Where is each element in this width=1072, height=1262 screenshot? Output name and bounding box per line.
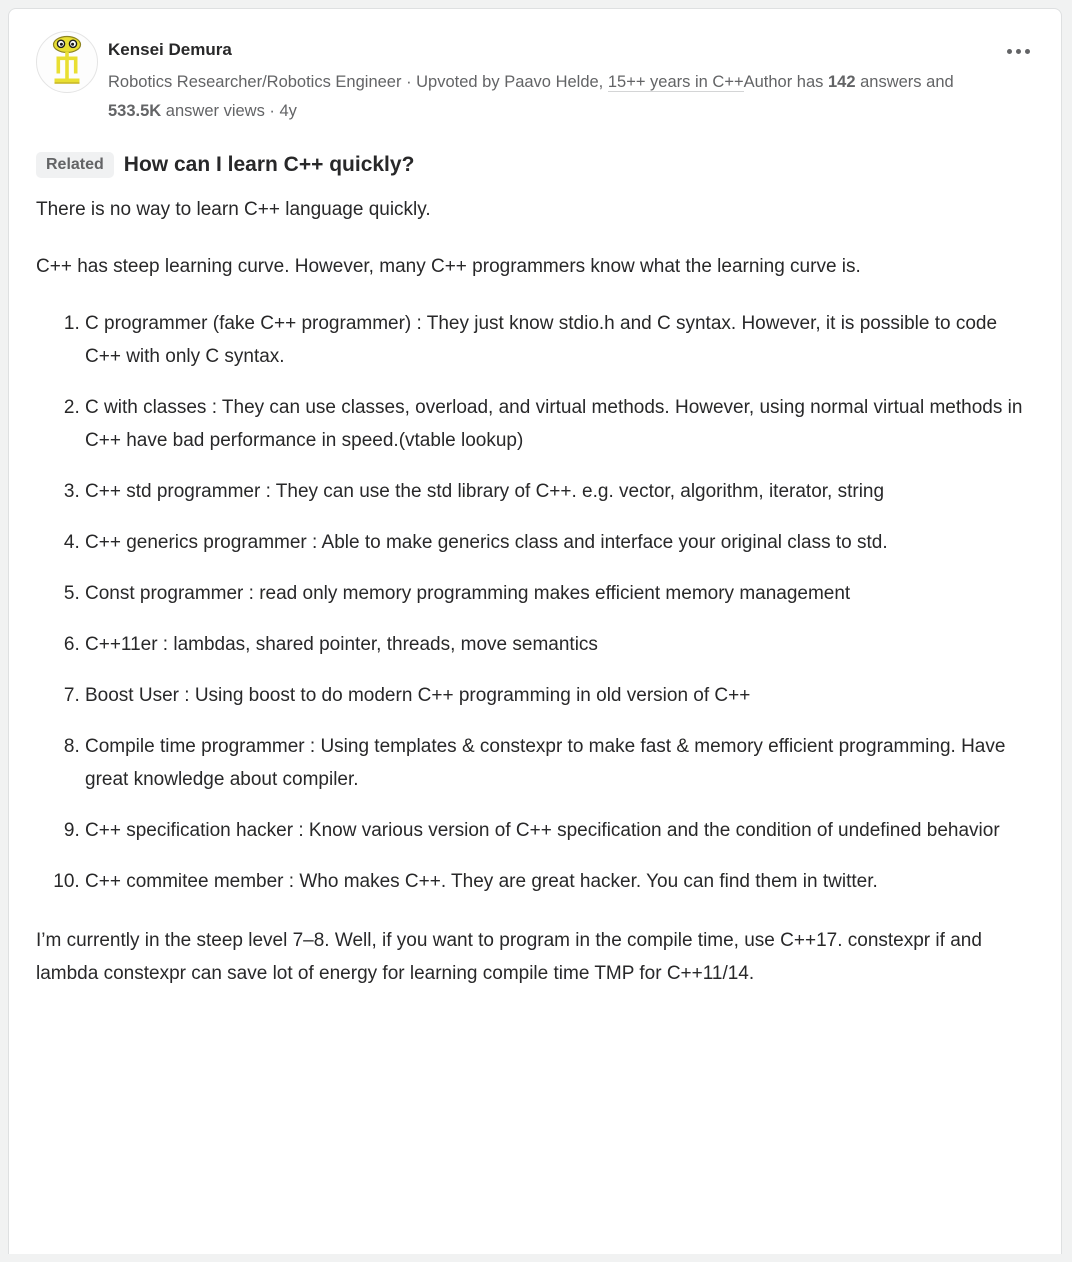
author-stats-mid: answers and (855, 73, 954, 91)
list-item: 1. C programmer (fake C++ programmer) : They just know stdio.h and C syntax. However, it is possible to code C++ with only C syntax. (85, 307, 1034, 373)
answer-paragraph-closing: I’m currently in the steep level 7–8. Well, if you want to program in the compile time, use C++17. constexpr if and lambda constexpr can save lot of energy for learning compile time TMP for C++11/14. (36, 930, 982, 984)
list-item: 6. C++11er : lambdas, shared pointer, threads, move semantics (85, 628, 1034, 661)
list-item: 10. C++ commitee member : Who makes C++. They are great hacker. You can find them in twitter. (85, 865, 1034, 898)
list-item: 7. Boost User : Using boost to do modern C++ programming in old version of C++ (85, 679, 1034, 712)
robot-avatar-icon (37, 32, 97, 92)
answer-paragraph: There is no way to learn C++ language quickly. (36, 199, 431, 220)
answer-paragraph: C++ has steep learning curve. However, many C++ programmers know what the learning curve is. (36, 256, 861, 277)
answer-body (36, 193, 1034, 990)
author-info (108, 31, 1000, 126)
three-dots-icon (1007, 49, 1030, 54)
list-item: 4. C++ generics programmer : Able to make generics class and interface your original class to std. (85, 526, 1034, 559)
author-credentials (108, 68, 1000, 126)
list-item: 9. C++ specification hacker : Know various version of C++ specification and the condition of undefined behavior (85, 814, 1034, 847)
credential-text: Robotics Researcher/Robotics Engineer · Upvoted by Paavo Helde, (108, 73, 608, 91)
list-item: 8. Compile time programmer : Using templates & constexpr to make fast & memory efficient programming. Have great knowledge about compiler. (85, 730, 1034, 796)
list-item: 2. C with classes : They can use classes, overload, and virtual methods. However, using normal virtual methods in C++ have bad performance in speed.(vtable lookup) (85, 391, 1034, 457)
programmer-levels-list (36, 307, 1034, 898)
answer-header (36, 31, 1034, 126)
list-item: 3. C++ std programmer : They can use the std library of C++. e.g. vector, algorithm, iterator, string (85, 475, 1034, 508)
related-question-row (36, 152, 1034, 178)
avatar[interactable] (36, 31, 98, 93)
views-count: 533.5K (108, 102, 162, 120)
answers-count: 142 (828, 73, 856, 91)
author-stats-prefix: Author has (743, 73, 828, 91)
answer-card (8, 8, 1062, 1254)
related-badge: Related (36, 152, 114, 178)
more-options-button[interactable] (1003, 39, 1034, 64)
upvoter-credential-link[interactable]: 15++ years in C++ (607, 73, 744, 91)
author-stats-suffix: answer views · (161, 102, 280, 120)
author-name[interactable]: Kensei Demura (108, 40, 232, 59)
question-title[interactable]: How can I learn C++ quickly? (123, 153, 415, 176)
list-item: 5. Const programmer : read only memory programming makes efficient memory management (85, 577, 1034, 610)
timestamp-link[interactable]: 4y (279, 102, 297, 120)
